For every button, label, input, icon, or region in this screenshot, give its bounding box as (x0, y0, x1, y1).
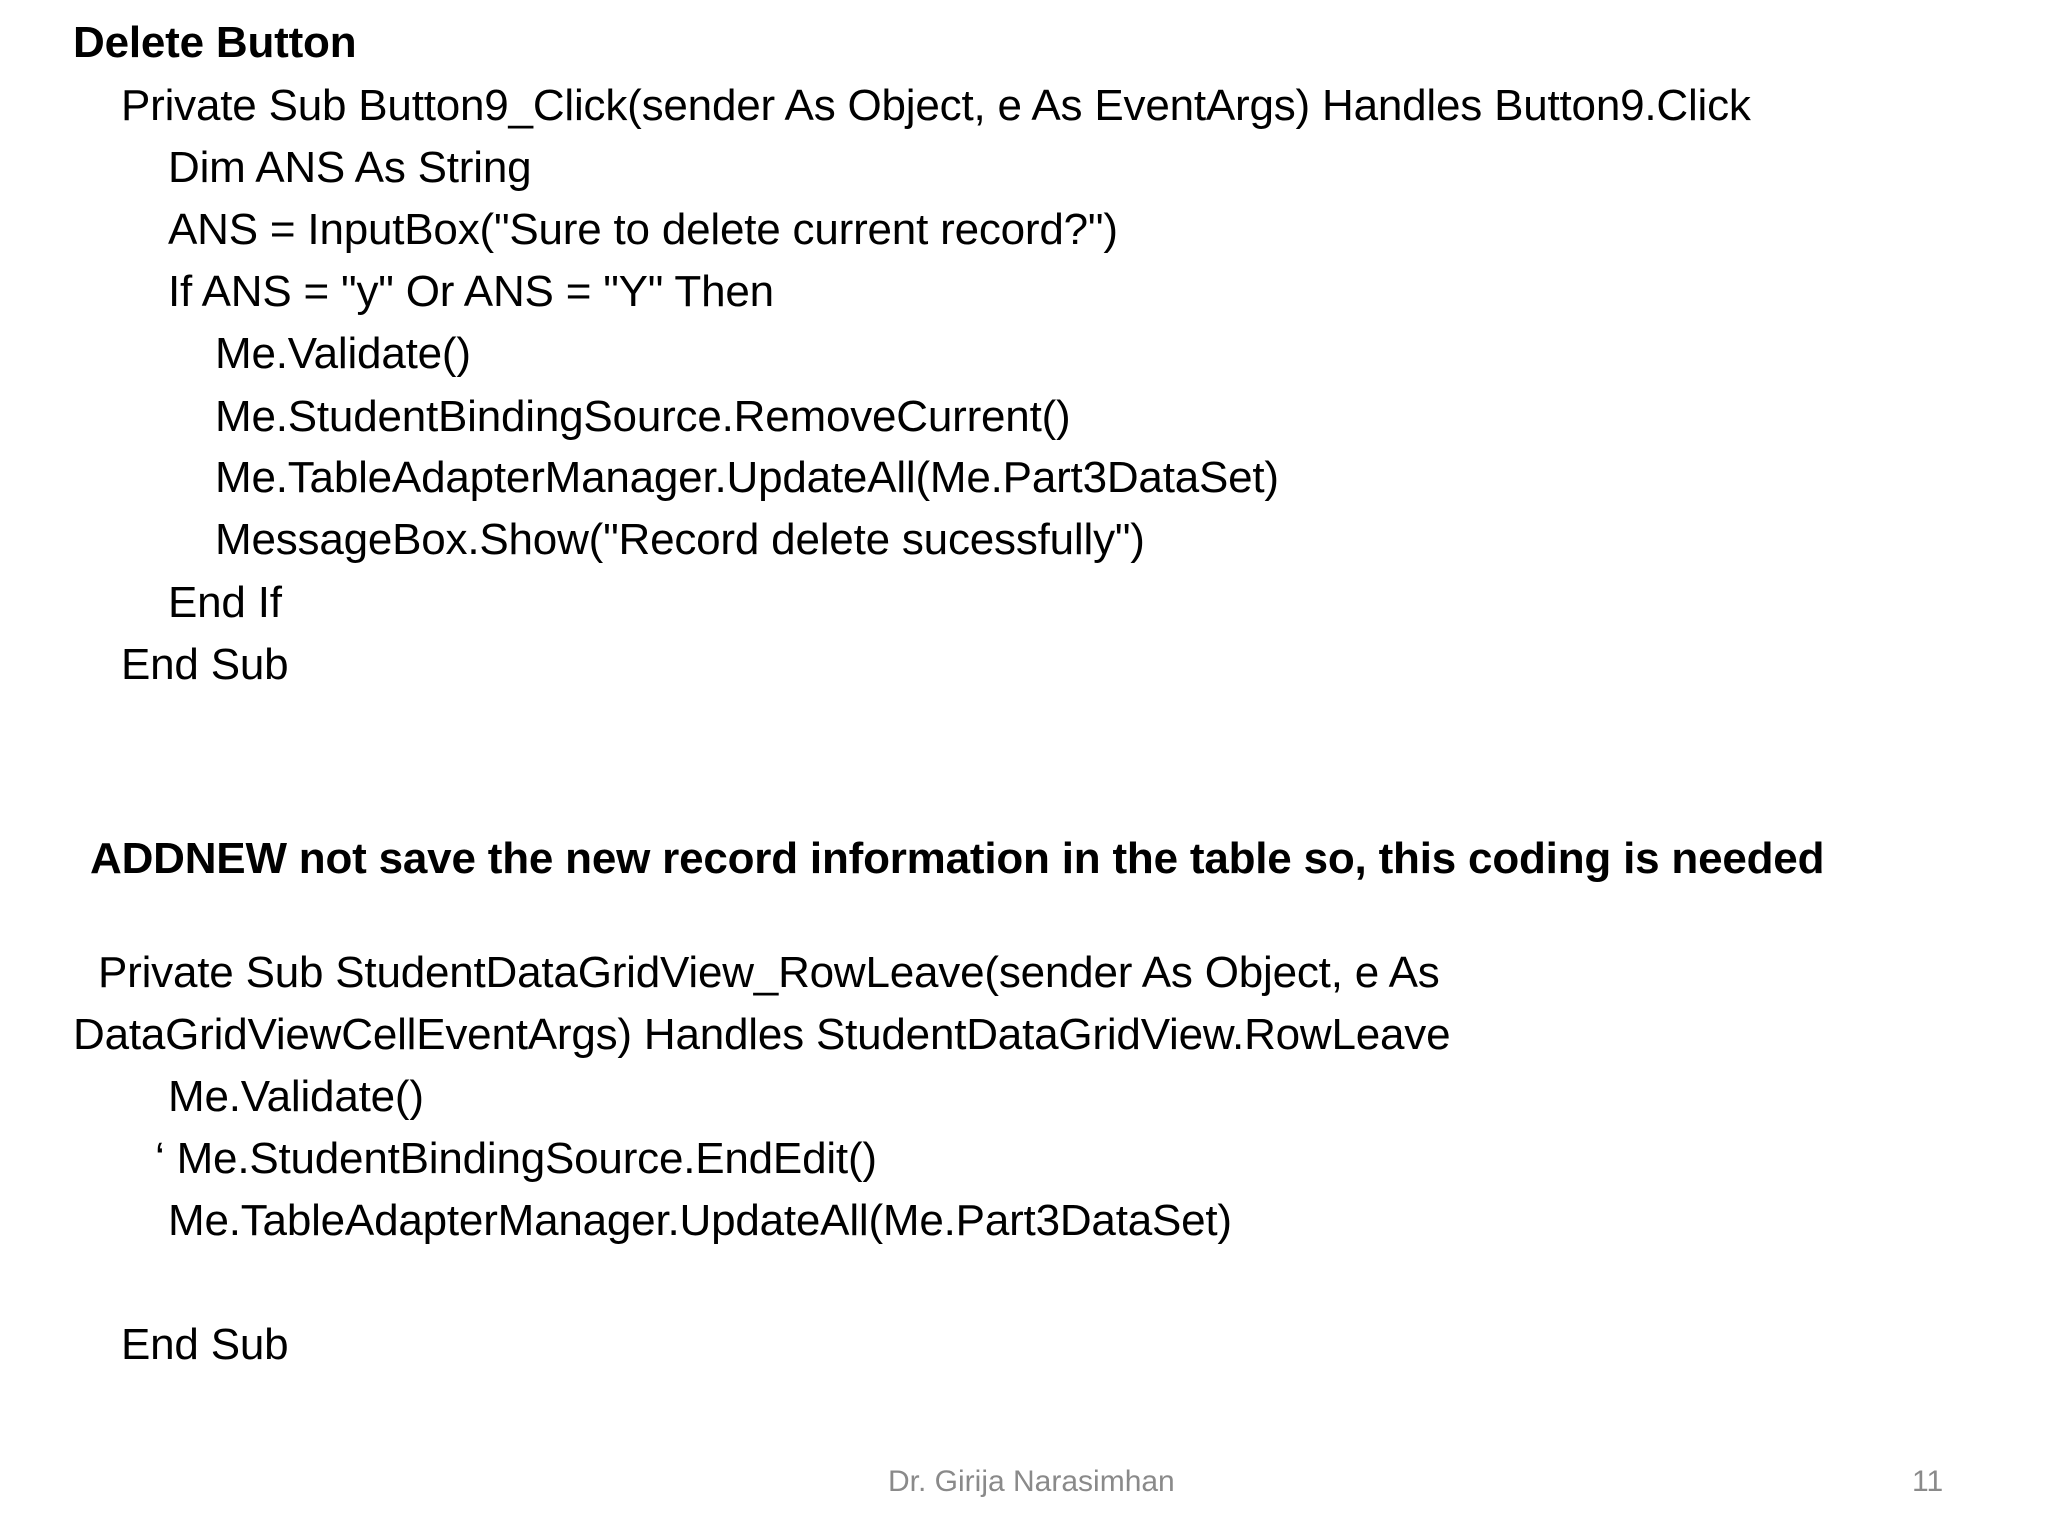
delete-button-heading: Delete Button (73, 18, 357, 67)
slide-page-number: 11 (1912, 1465, 1944, 1498)
code-line: Me.TableAdapterManager.UpdateAll(Me.Part3DataSet) (215, 453, 1279, 502)
code-line: If ANS = "y" Or ANS = "Y" Then (168, 267, 774, 316)
code-line: Me.Validate() (168, 1072, 424, 1121)
code-line: Dim ANS As String (168, 143, 532, 192)
footer-author: Dr. Girija Narasimhan (888, 1465, 1175, 1498)
code-line: End If (168, 578, 282, 627)
code-line: Me.StudentBindingSource.RemoveCurrent() (215, 392, 1071, 441)
code-line: MessageBox.Show("Record delete sucessfully") (215, 515, 1145, 564)
code-line: Me.Validate() (215, 329, 471, 378)
code-line: Private Sub Button9_Click(sender As Object, e As EventArgs) Handles Button9.Click (121, 81, 1751, 130)
code-line: End Sub (121, 1320, 289, 1369)
code-line: ANS = InputBox("Sure to delete current record?") (168, 205, 1118, 254)
code-line: DataGridViewCellEventArgs) Handles StudentDataGridView.RowLeave (73, 1010, 1451, 1059)
code-line: Me.TableAdapterManager.UpdateAll(Me.Part3DataSet) (168, 1196, 1232, 1245)
code-line: Private Sub StudentDataGridView_RowLeave(sender As Object, e As (98, 948, 1440, 997)
code-line: ‘ Me.StudentBindingSource.EndEdit() (155, 1134, 877, 1183)
code-line: End Sub (121, 640, 289, 689)
addnew-note-heading: ADDNEW not save the new record information in the table so, this coding is needed (90, 834, 1825, 883)
